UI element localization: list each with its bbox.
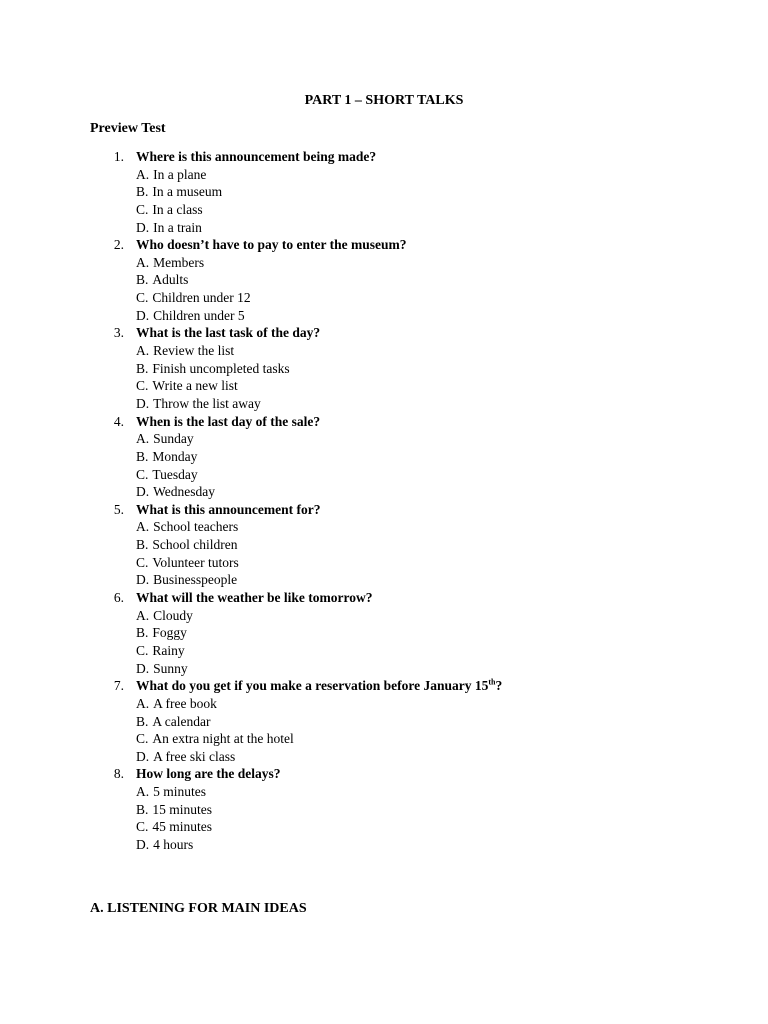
answer-option — [0, 395, 768, 413]
answer-option-text: 15 minutes — [152, 801, 213, 817]
question-text — [136, 501, 321, 519]
answer-option-text: In a museum — [152, 184, 223, 200]
answer-option-letter: D. — [136, 660, 150, 676]
answer-option — [0, 342, 768, 360]
answer-option-text: School teachers — [153, 519, 239, 535]
question-list — [0, 148, 768, 854]
answer-option-content — [136, 307, 245, 325]
preview-test-heading: Preview Test — [90, 121, 166, 136]
answer-option-text: Throw the list away — [153, 395, 261, 411]
answer-option-text: Adults — [152, 272, 189, 288]
answer-option-content — [136, 801, 212, 819]
question-number: 6. — [113, 590, 124, 606]
answer-option — [0, 254, 768, 272]
answer-option — [0, 289, 768, 307]
answer-option-letter: B. — [136, 272, 149, 288]
answer-option-letter: C. — [136, 201, 149, 217]
answer-option-content — [136, 518, 238, 536]
answer-option-text: 5 minutes — [153, 784, 206, 800]
answer-option-text: In a class — [152, 201, 203, 217]
answer-option-letter: A. — [136, 343, 150, 359]
answer-option-letter: B. — [136, 537, 149, 553]
answer-option-content — [136, 342, 234, 360]
question-text-main: What will the weather be like tomorrow? — [136, 590, 373, 606]
answer-option-text: A calendar — [152, 713, 211, 729]
answer-option-content — [136, 219, 202, 237]
answer-option-letter: B. — [136, 625, 149, 641]
answer-option — [0, 483, 768, 501]
question-item — [0, 148, 768, 166]
answer-option — [0, 448, 768, 466]
answer-option-content — [136, 783, 206, 801]
answer-option — [0, 713, 768, 731]
question-text — [136, 589, 372, 607]
answer-option-letter: C. — [136, 642, 149, 658]
answer-option-letter: C. — [136, 554, 149, 570]
question-number: 4. — [113, 413, 124, 429]
answer-option — [0, 607, 768, 625]
question-text-main: What is the last task of the day? — [136, 325, 321, 341]
answer-option-text: In a train — [153, 219, 202, 235]
answer-option-letter: D. — [136, 307, 150, 323]
question-number: 8. — [113, 766, 124, 782]
question-number: 3. — [113, 325, 124, 341]
question-item — [0, 413, 768, 431]
question-text-superscript: th — [488, 677, 496, 687]
answer-option-content — [136, 660, 188, 678]
answer-option-letter: A. — [136, 607, 150, 623]
answer-option — [0, 642, 768, 660]
answer-option-text: A free book — [153, 695, 217, 711]
answer-option-content — [136, 695, 217, 713]
answer-option-letter: B. — [136, 184, 149, 200]
question-text-end: ? — [495, 678, 503, 694]
answer-option-text: Sunny — [153, 660, 188, 676]
answer-option-letter: A. — [136, 166, 150, 182]
answer-option-content — [136, 536, 238, 554]
answer-option — [0, 554, 768, 572]
answer-option-letter: C. — [136, 466, 149, 482]
question-number: 7. — [113, 678, 124, 694]
answer-option — [0, 730, 768, 748]
answer-option-content — [136, 183, 222, 201]
answer-option-letter: A. — [136, 254, 150, 270]
question-number: 1. — [113, 149, 124, 164]
answer-option-letter: C. — [136, 731, 149, 747]
answer-option-text: Monday — [152, 448, 198, 464]
answer-option — [0, 518, 768, 536]
answer-option — [0, 166, 768, 184]
answer-option-content — [136, 271, 188, 289]
answer-option-content — [136, 448, 197, 466]
answer-option — [0, 624, 768, 642]
question-text — [136, 677, 502, 695]
answer-option — [0, 377, 768, 395]
answer-option-content — [136, 713, 210, 731]
answer-option-letter: C. — [136, 378, 149, 394]
answer-option — [0, 201, 768, 219]
answer-option — [0, 536, 768, 554]
answer-option-content — [136, 748, 235, 766]
question-item — [0, 324, 768, 342]
answer-option-content — [136, 466, 198, 484]
answer-option-letter: A. — [136, 431, 150, 447]
answer-option — [0, 183, 768, 201]
section-heading: A. LISTENING FOR MAIN IDEAS — [90, 901, 307, 916]
answer-option-content — [136, 818, 212, 836]
question-text — [136, 413, 320, 431]
answer-option — [0, 466, 768, 484]
answer-option-content — [136, 430, 194, 448]
question-text-main: How long are the delays? — [136, 766, 281, 782]
answer-option-text: Review the list — [153, 343, 235, 359]
answer-option — [0, 360, 768, 378]
answer-option — [0, 219, 768, 237]
question-text-main: What is this announcement for? — [136, 501, 321, 517]
answer-option-content — [136, 166, 206, 184]
answer-option-content — [136, 836, 193, 854]
answer-option — [0, 695, 768, 713]
answer-option-content — [136, 254, 204, 272]
answer-option-letter: D. — [136, 748, 150, 764]
answer-option — [0, 307, 768, 325]
answer-option-letter: B. — [136, 801, 149, 817]
question-text-main: What do you get if you make a reservation before January 15 — [136, 678, 489, 694]
answer-option-text: School children — [152, 537, 238, 553]
question-item — [0, 589, 768, 607]
answer-option-letter: C. — [136, 290, 149, 306]
answer-option-letter: B. — [136, 360, 149, 376]
answer-option-letter: A. — [136, 519, 150, 535]
answer-option-text: Rainy — [152, 642, 185, 658]
answer-option-text: Cloudy — [153, 607, 193, 623]
question-text-main: Where is this announcement being made? — [136, 149, 377, 164]
answer-option-text: An extra night at the hotel — [152, 731, 294, 747]
answer-option-text: Members — [153, 254, 205, 270]
answer-option-text: A free ski class — [153, 748, 236, 764]
question-number: 5. — [113, 501, 124, 517]
answer-option-letter: D. — [136, 572, 150, 588]
question-text — [136, 148, 376, 166]
answer-option-text: Children under 12 — [152, 290, 251, 306]
answer-option-content — [136, 554, 239, 572]
answer-option-content — [136, 483, 215, 501]
answer-option-letter: D. — [136, 484, 150, 500]
answer-option-content — [136, 571, 237, 589]
answer-option-content — [136, 395, 261, 413]
answer-option-text: Children under 5 — [153, 307, 245, 323]
answer-option-letter: D. — [136, 836, 150, 852]
answer-option — [0, 571, 768, 589]
answer-option-letter: D. — [136, 219, 150, 235]
answer-option-text: Volunteer tutors — [152, 554, 239, 570]
answer-option — [0, 783, 768, 801]
answer-option-text: 45 minutes — [152, 819, 213, 835]
question-number: 2. — [113, 237, 124, 253]
answer-option — [0, 818, 768, 836]
answer-option-content — [136, 201, 203, 219]
answer-option — [0, 430, 768, 448]
answer-option-text: Write a new list — [152, 378, 238, 394]
answer-option-text: 4 hours — [153, 836, 194, 852]
answer-option — [0, 801, 768, 819]
answer-option-content — [136, 377, 238, 395]
question-text — [136, 236, 407, 254]
answer-option — [0, 271, 768, 289]
question-text-main: Who doesn’t have to pay to enter the museum? — [136, 237, 407, 253]
answer-option — [0, 836, 768, 854]
page-title: PART 1 – SHORT TALKS — [304, 93, 464, 108]
question-item — [0, 765, 768, 783]
answer-option — [0, 748, 768, 766]
answer-option — [0, 660, 768, 678]
answer-option-letter: A. — [136, 784, 150, 800]
question-item — [0, 501, 768, 519]
answer-option-content — [136, 360, 290, 378]
answer-option-content — [136, 624, 187, 642]
answer-option-text: In a plane — [153, 166, 207, 182]
answer-option-letter: D. — [136, 395, 150, 411]
question-item — [0, 677, 768, 695]
answer-option-letter: A. — [136, 695, 150, 711]
answer-option-letter: B. — [136, 448, 149, 464]
answer-option-content — [136, 607, 193, 625]
question-item — [0, 236, 768, 254]
answer-option-content — [136, 289, 251, 307]
answer-option-content — [136, 642, 185, 660]
answer-option-text: Businesspeople — [153, 572, 238, 588]
answer-option-content — [136, 730, 294, 748]
answer-option-text: Sunday — [153, 431, 194, 447]
answer-option-text: Foggy — [152, 625, 187, 641]
question-text-main: When is the last day of the sale? — [136, 413, 321, 429]
answer-option-text: Tuesday — [152, 466, 198, 482]
question-text — [136, 765, 281, 783]
answer-option-text: Wednesday — [153, 484, 216, 500]
answer-option-text: Finish uncompleted tasks — [152, 360, 290, 376]
answer-option-letter: B. — [136, 713, 149, 729]
question-text — [136, 324, 320, 342]
answer-option-letter: C. — [136, 819, 149, 835]
